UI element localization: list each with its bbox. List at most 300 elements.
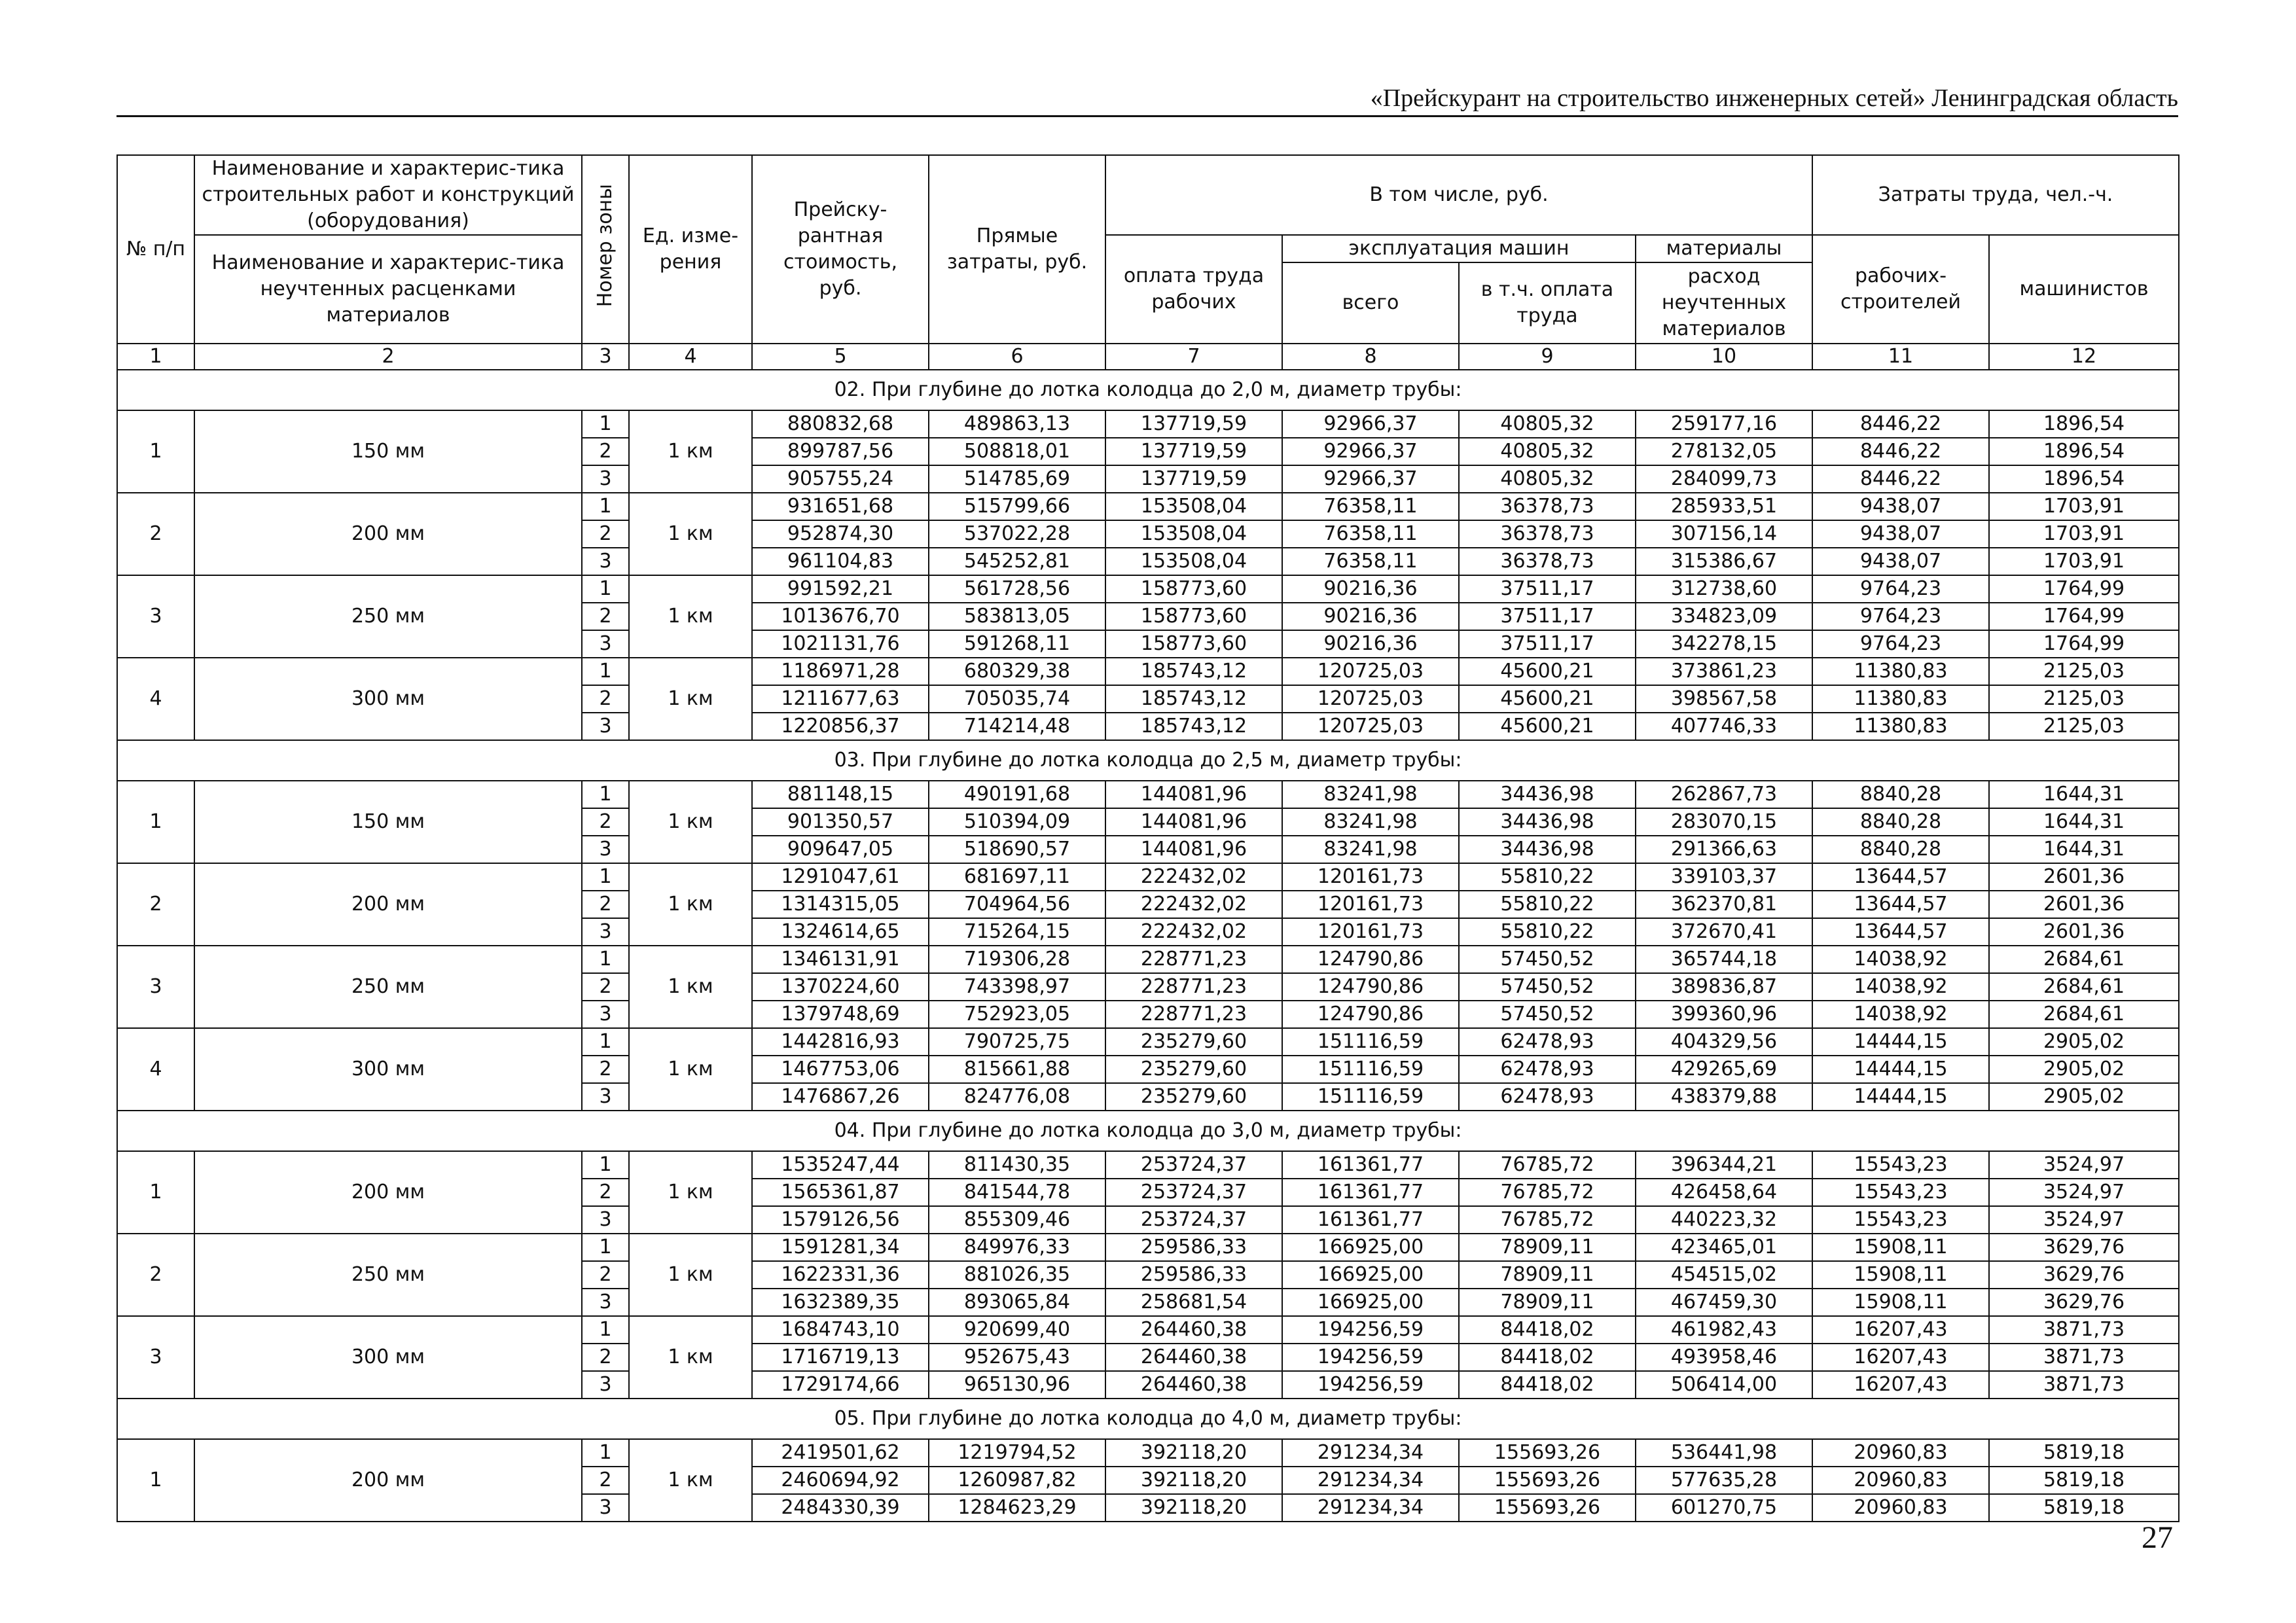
price-cell: 1021131,76: [752, 630, 929, 658]
operators-hours-cell: 1644,31: [1989, 781, 2179, 808]
header-workers: рабочих-строителей: [1812, 235, 1989, 344]
workers-hours-cell: 15543,23: [1812, 1179, 1989, 1206]
section-title: 04. При глубине до лотка колодца до 3,0 м, диаметр трубы:: [117, 1111, 2179, 1151]
materials-cell: 312738,60: [1636, 575, 1812, 603]
header-materials: материалы: [1636, 235, 1812, 262]
header-divider: [117, 115, 2178, 117]
price-cell: 1684743,10: [752, 1316, 929, 1344]
materials-cell: 373861,23: [1636, 658, 1812, 685]
machines-total-cell: 166925,00: [1282, 1234, 1459, 1261]
labor-pay-cell: 264460,38: [1105, 1344, 1282, 1371]
direct-cost-cell: 855309,46: [929, 1206, 1105, 1234]
machines-labor-cell: 45600,21: [1459, 685, 1636, 713]
labor-pay-cell: 392118,20: [1105, 1439, 1282, 1467]
item-name: 200 мм: [194, 1151, 582, 1234]
operators-hours-cell: 5819,18: [1989, 1467, 2179, 1494]
operators-hours-cell: 3871,73: [1989, 1371, 2179, 1399]
unit-cell: 1 км: [629, 946, 752, 1028]
direct-cost-cell: 714214,48: [929, 713, 1105, 740]
labor-pay-cell: 185743,12: [1105, 658, 1282, 685]
header-num: № п/п: [117, 155, 194, 344]
item-number: 4: [117, 658, 194, 740]
materials-cell: 278132,05: [1636, 438, 1812, 465]
materials-cell: 454515,02: [1636, 1261, 1812, 1289]
price-cell: 1291047,61: [752, 863, 929, 891]
zone-number: 1: [582, 781, 629, 808]
direct-cost-cell: 893065,84: [929, 1289, 1105, 1316]
operators-hours-cell: 3629,76: [1989, 1261, 2179, 1289]
zone-number: 3: [582, 918, 629, 946]
machines-labor-cell: 78909,11: [1459, 1261, 1636, 1289]
machines-labor-cell: 76785,72: [1459, 1179, 1636, 1206]
operators-hours-cell: 3524,97: [1989, 1179, 2179, 1206]
machines-labor-cell: 78909,11: [1459, 1234, 1636, 1261]
workers-hours-cell: 15908,11: [1812, 1234, 1989, 1261]
price-cell: 1535247,44: [752, 1151, 929, 1179]
direct-cost-cell: 680329,38: [929, 658, 1105, 685]
item-number: 1: [117, 1151, 194, 1234]
price-cell: 1632389,35: [752, 1289, 929, 1316]
machines-total-cell: 120725,03: [1282, 713, 1459, 740]
zone-number: 3: [582, 1206, 629, 1234]
price-cell: 1186971,28: [752, 658, 929, 685]
materials-cell: 536441,98: [1636, 1439, 1812, 1467]
direct-cost-cell: 508818,01: [929, 438, 1105, 465]
labor-pay-cell: 222432,02: [1105, 918, 1282, 946]
workers-hours-cell: 9764,23: [1812, 575, 1989, 603]
header-labor-costs: Затраты труда, чел.-ч.: [1812, 155, 2179, 235]
column-number-row: [117, 344, 2179, 370]
header-incl: В том числе, руб.: [1105, 155, 1812, 235]
operators-hours-cell: 2125,03: [1989, 658, 2179, 685]
price-cell: 1211677,63: [752, 685, 929, 713]
labor-pay-cell: 235279,60: [1105, 1056, 1282, 1083]
operators-hours-cell: 3871,73: [1989, 1316, 2179, 1344]
workers-hours-cell: 13644,57: [1812, 891, 1989, 918]
item-number: 3: [117, 1316, 194, 1399]
workers-hours-cell: 20960,83: [1812, 1467, 1989, 1494]
workers-hours-cell: 16207,43: [1812, 1316, 1989, 1344]
direct-cost-cell: 561728,56: [929, 575, 1105, 603]
zone-number: 3: [582, 1001, 629, 1028]
machines-total-cell: 83241,98: [1282, 836, 1459, 863]
direct-cost-cell: 704964,56: [929, 891, 1105, 918]
machines-total-cell: 90216,36: [1282, 603, 1459, 630]
operators-hours-cell: 2905,02: [1989, 1083, 2179, 1111]
workers-hours-cell: 14444,15: [1812, 1083, 1989, 1111]
item-number: 4: [117, 1028, 194, 1111]
workers-hours-cell: 9438,07: [1812, 520, 1989, 548]
materials-cell: 396344,21: [1636, 1151, 1812, 1179]
zone-number: 2: [582, 1179, 629, 1206]
direct-cost-cell: 1284623,29: [929, 1494, 1105, 1522]
section-title: 03. При глубине до лотка колодца до 2,5 м, диаметр трубы:: [117, 740, 2179, 781]
item-number: 2: [117, 1234, 194, 1316]
unit-cell: 1 км: [629, 493, 752, 575]
workers-hours-cell: 20960,83: [1812, 1494, 1989, 1522]
machines-labor-cell: 37511,17: [1459, 630, 1636, 658]
machines-labor-cell: 37511,17: [1459, 603, 1636, 630]
zone-number: 1: [582, 493, 629, 520]
materials-cell: 284099,73: [1636, 465, 1812, 493]
labor-pay-cell: 144081,96: [1105, 781, 1282, 808]
materials-cell: 601270,75: [1636, 1494, 1812, 1522]
zone-number: 2: [582, 1344, 629, 1371]
labor-pay-cell: 137719,59: [1105, 465, 1282, 493]
zone-number: 2: [582, 891, 629, 918]
direct-cost-cell: 583813,05: [929, 603, 1105, 630]
machines-labor-cell: 57450,52: [1459, 946, 1636, 973]
header-labor-pay: оплата труда рабочих: [1105, 235, 1282, 344]
machines-total-cell: 92966,37: [1282, 410, 1459, 438]
labor-pay-cell: 137719,59: [1105, 410, 1282, 438]
labor-pay-cell: 392118,20: [1105, 1494, 1282, 1522]
column-number: 11: [1812, 344, 1989, 370]
operators-hours-cell: 2125,03: [1989, 685, 2179, 713]
column-number: 2: [194, 344, 582, 370]
machines-total-cell: 124790,86: [1282, 946, 1459, 973]
machines-total-cell: 161361,77: [1282, 1151, 1459, 1179]
unit-cell: 1 км: [629, 658, 752, 740]
workers-hours-cell: 16207,43: [1812, 1371, 1989, 1399]
operators-hours-cell: 2684,61: [1989, 1001, 2179, 1028]
labor-pay-cell: 258681,54: [1105, 1289, 1282, 1316]
labor-pay-cell: 228771,23: [1105, 946, 1282, 973]
price-cell: 1346131,91: [752, 946, 929, 973]
header-machines: эксплуатация машин: [1282, 235, 1636, 262]
zone-number: 3: [582, 1494, 629, 1522]
unit-cell: 1 км: [629, 410, 752, 493]
direct-cost-cell: 952675,43: [929, 1344, 1105, 1371]
workers-hours-cell: 13644,57: [1812, 863, 1989, 891]
direct-cost-cell: 510394,09: [929, 808, 1105, 836]
labor-pay-cell: 158773,60: [1105, 630, 1282, 658]
unit-cell: 1 км: [629, 1316, 752, 1399]
materials-cell: 307156,14: [1636, 520, 1812, 548]
table-row: [117, 1439, 2179, 1467]
zone-number: 2: [582, 973, 629, 1001]
zone-number: 1: [582, 1439, 629, 1467]
unit-cell: 1 км: [629, 1151, 752, 1234]
unit-cell: 1 км: [629, 781, 752, 863]
operators-hours-cell: 2684,61: [1989, 973, 2179, 1001]
direct-cost-cell: 705035,74: [929, 685, 1105, 713]
zone-number: 1: [582, 1316, 629, 1344]
header-materials-unaccounted: расход неучтенных материалов: [1636, 262, 1812, 344]
section-header-row: [117, 740, 2179, 781]
machines-labor-cell: 155693,26: [1459, 1494, 1636, 1522]
direct-cost-cell: 743398,97: [929, 973, 1105, 1001]
labor-pay-cell: 158773,60: [1105, 575, 1282, 603]
workers-hours-cell: 20960,83: [1812, 1439, 1989, 1467]
item-number: 3: [117, 575, 194, 658]
item-number: 3: [117, 946, 194, 1028]
machines-labor-cell: 57450,52: [1459, 973, 1636, 1001]
machines-labor-cell: 40805,32: [1459, 410, 1636, 438]
machines-total-cell: 120161,73: [1282, 918, 1459, 946]
labor-pay-cell: 264460,38: [1105, 1371, 1282, 1399]
item-name: 300 мм: [194, 658, 582, 740]
machines-total-cell: 194256,59: [1282, 1316, 1459, 1344]
price-cell: 1324614,65: [752, 918, 929, 946]
header-operators: машинистов: [1989, 235, 2179, 344]
direct-cost-cell: 545252,81: [929, 548, 1105, 575]
zone-number: 1: [582, 658, 629, 685]
zone-number: 2: [582, 438, 629, 465]
table-row: [117, 1028, 2179, 1056]
header-direct: Прямые затраты, руб.: [929, 155, 1105, 344]
materials-cell: 577635,28: [1636, 1467, 1812, 1494]
price-cell: 1220856,37: [752, 713, 929, 740]
workers-hours-cell: 15908,11: [1812, 1261, 1989, 1289]
item-name: 250 мм: [194, 1234, 582, 1316]
price-cell: 1579126,56: [752, 1206, 929, 1234]
workers-hours-cell: 11380,83: [1812, 658, 1989, 685]
direct-cost-cell: 881026,35: [929, 1261, 1105, 1289]
unit-cell: 1 км: [629, 1234, 752, 1316]
machines-total-cell: 166925,00: [1282, 1289, 1459, 1316]
zone-number: 3: [582, 1371, 629, 1399]
workers-hours-cell: 14444,15: [1812, 1056, 1989, 1083]
machines-total-cell: 92966,37: [1282, 438, 1459, 465]
header-machines-total: всего: [1282, 262, 1459, 344]
column-number: 3: [582, 344, 629, 370]
labor-pay-cell: 137719,59: [1105, 438, 1282, 465]
column-number: 8: [1282, 344, 1459, 370]
labor-pay-cell: 222432,02: [1105, 863, 1282, 891]
operators-hours-cell: 1896,54: [1989, 438, 2179, 465]
operators-hours-cell: 1703,91: [1989, 493, 2179, 520]
item-name: 300 мм: [194, 1028, 582, 1111]
machines-total-cell: 120725,03: [1282, 658, 1459, 685]
machines-labor-cell: 62478,93: [1459, 1028, 1636, 1056]
price-cell: 909647,05: [752, 836, 929, 863]
operators-hours-cell: 2601,36: [1989, 863, 2179, 891]
direct-cost-cell: 515799,66: [929, 493, 1105, 520]
materials-cell: 467459,30: [1636, 1289, 1812, 1316]
materials-cell: 506414,00: [1636, 1371, 1812, 1399]
materials-cell: 339103,37: [1636, 863, 1812, 891]
machines-labor-cell: 84418,02: [1459, 1371, 1636, 1399]
materials-cell: 362370,81: [1636, 891, 1812, 918]
item-name: 200 мм: [194, 1439, 582, 1522]
column-number: 1: [117, 344, 194, 370]
price-cell: 1591281,34: [752, 1234, 929, 1261]
header-name-bottom: Наименование и характерис-тика неучтенных расценками материалов: [194, 235, 582, 344]
price-cell: 2484330,39: [752, 1494, 929, 1522]
price-cell: 1729174,66: [752, 1371, 929, 1399]
price-cell: 2460694,92: [752, 1467, 929, 1494]
table-row: [117, 575, 2179, 603]
section-header-row: [117, 1111, 2179, 1151]
operators-hours-cell: 1703,91: [1989, 548, 2179, 575]
direct-cost-cell: 815661,88: [929, 1056, 1105, 1083]
materials-cell: 399360,96: [1636, 1001, 1812, 1028]
table-row: [117, 946, 2179, 973]
table-body: [117, 344, 2179, 1522]
machines-total-cell: 83241,98: [1282, 808, 1459, 836]
item-name: 150 мм: [194, 781, 582, 863]
operators-hours-cell: 1644,31: [1989, 836, 2179, 863]
zone-number: 1: [582, 863, 629, 891]
operators-hours-cell: 3629,76: [1989, 1234, 2179, 1261]
labor-pay-cell: 158773,60: [1105, 603, 1282, 630]
direct-cost-cell: 514785,69: [929, 465, 1105, 493]
zone-number: 1: [582, 1234, 629, 1261]
machines-total-cell: 76358,11: [1282, 548, 1459, 575]
machines-labor-cell: 40805,32: [1459, 438, 1636, 465]
materials-cell: 283070,15: [1636, 808, 1812, 836]
materials-cell: 285933,51: [1636, 493, 1812, 520]
workers-hours-cell: 14038,92: [1812, 946, 1989, 973]
price-cell: 931651,68: [752, 493, 929, 520]
machines-total-cell: 76358,11: [1282, 520, 1459, 548]
zone-number: 2: [582, 603, 629, 630]
table-row: [117, 1151, 2179, 1179]
workers-hours-cell: 8446,22: [1812, 438, 1989, 465]
header-unit: Ед. изме-рения: [629, 155, 752, 344]
zone-number: 3: [582, 1289, 629, 1316]
section-title: 05. При глубине до лотка колодца до 4,0 м, диаметр трубы:: [117, 1399, 2179, 1439]
direct-cost-cell: 965130,96: [929, 1371, 1105, 1399]
machines-labor-cell: 45600,21: [1459, 658, 1636, 685]
operators-hours-cell: 5819,18: [1989, 1439, 2179, 1467]
machines-total-cell: 194256,59: [1282, 1344, 1459, 1371]
operators-hours-cell: 1764,99: [1989, 630, 2179, 658]
price-cell: 1013676,70: [752, 603, 929, 630]
workers-hours-cell: 15543,23: [1812, 1151, 1989, 1179]
header-zone: [582, 155, 629, 344]
machines-total-cell: 90216,36: [1282, 630, 1459, 658]
price-cell: 881148,15: [752, 781, 929, 808]
machines-labor-cell: 34436,98: [1459, 808, 1636, 836]
machines-labor-cell: 84418,02: [1459, 1344, 1636, 1371]
operators-hours-cell: 3524,97: [1989, 1206, 2179, 1234]
direct-cost-cell: 715264,15: [929, 918, 1105, 946]
labor-pay-cell: 235279,60: [1105, 1083, 1282, 1111]
table-row: [117, 781, 2179, 808]
machines-total-cell: 291234,34: [1282, 1494, 1459, 1522]
machines-labor-cell: 34436,98: [1459, 836, 1636, 863]
price-cell: 1716719,13: [752, 1344, 929, 1371]
item-number: 2: [117, 493, 194, 575]
labor-pay-cell: 235279,60: [1105, 1028, 1282, 1056]
unit-cell: 1 км: [629, 863, 752, 946]
machines-labor-cell: 36378,73: [1459, 493, 1636, 520]
table-row: [117, 658, 2179, 685]
section-header-row: [117, 370, 2179, 410]
header-name-top: Наименование и характерис-тика строительных работ и конструкций (оборудования): [194, 155, 582, 235]
zone-number: 3: [582, 548, 629, 575]
labor-pay-cell: 253724,37: [1105, 1179, 1282, 1206]
zone-number: 3: [582, 465, 629, 493]
workers-hours-cell: 13644,57: [1812, 918, 1989, 946]
direct-cost-cell: 489863,13: [929, 410, 1105, 438]
workers-hours-cell: 14038,92: [1812, 973, 1989, 1001]
machines-total-cell: 161361,77: [1282, 1206, 1459, 1234]
price-cell: 1622331,36: [752, 1261, 929, 1289]
workers-hours-cell: 9764,23: [1812, 630, 1989, 658]
item-name: 150 мм: [194, 410, 582, 493]
machines-total-cell: 76358,11: [1282, 493, 1459, 520]
labor-pay-cell: 264460,38: [1105, 1316, 1282, 1344]
machines-labor-cell: 76785,72: [1459, 1206, 1636, 1234]
materials-cell: 426458,64: [1636, 1179, 1812, 1206]
price-cell: 961104,83: [752, 548, 929, 575]
operators-hours-cell: 2601,36: [1989, 918, 2179, 946]
operators-hours-cell: 2905,02: [1989, 1028, 2179, 1056]
operators-hours-cell: 1644,31: [1989, 808, 2179, 836]
operators-hours-cell: 1896,54: [1989, 410, 2179, 438]
price-cell: 952874,30: [752, 520, 929, 548]
zone-number: 2: [582, 1467, 629, 1494]
operators-hours-cell: 3524,97: [1989, 1151, 2179, 1179]
workers-hours-cell: 15908,11: [1812, 1289, 1989, 1316]
workers-hours-cell: 14444,15: [1812, 1028, 1989, 1056]
machines-labor-cell: 76785,72: [1459, 1151, 1636, 1179]
workers-hours-cell: 16207,43: [1812, 1344, 1989, 1371]
machines-total-cell: 90216,36: [1282, 575, 1459, 603]
labor-pay-cell: 228771,23: [1105, 1001, 1282, 1028]
item-name: 300 мм: [194, 1316, 582, 1399]
labor-pay-cell: 153508,04: [1105, 493, 1282, 520]
zone-number: 3: [582, 836, 629, 863]
operators-hours-cell: 3871,73: [1989, 1344, 2179, 1371]
machines-total-cell: 124790,86: [1282, 973, 1459, 1001]
labor-pay-cell: 144081,96: [1105, 836, 1282, 863]
machines-total-cell: 166925,00: [1282, 1261, 1459, 1289]
header-zone-label: Номер зоны: [594, 184, 617, 308]
zone-number: 3: [582, 630, 629, 658]
zone-number: 1: [582, 410, 629, 438]
machines-labor-cell: 78909,11: [1459, 1289, 1636, 1316]
machines-total-cell: 151116,59: [1282, 1028, 1459, 1056]
workers-hours-cell: 8446,22: [1812, 465, 1989, 493]
operators-hours-cell: 1703,91: [1989, 520, 2179, 548]
item-number: 1: [117, 410, 194, 493]
direct-cost-cell: 681697,11: [929, 863, 1105, 891]
labor-pay-cell: 153508,04: [1105, 520, 1282, 548]
labor-pay-cell: 228771,23: [1105, 973, 1282, 1001]
zone-number: 1: [582, 575, 629, 603]
materials-cell: 315386,67: [1636, 548, 1812, 575]
price-cell: 1379748,69: [752, 1001, 929, 1028]
unit-cell: 1 км: [629, 1028, 752, 1111]
materials-cell: 334823,09: [1636, 603, 1812, 630]
machines-labor-cell: 36378,73: [1459, 520, 1636, 548]
workers-hours-cell: 14038,92: [1812, 1001, 1989, 1028]
machines-labor-cell: 57450,52: [1459, 1001, 1636, 1028]
item-number: 2: [117, 863, 194, 946]
machines-total-cell: 120161,73: [1282, 863, 1459, 891]
price-cell: 1565361,87: [752, 1179, 929, 1206]
item-name: 200 мм: [194, 863, 582, 946]
item-name: 200 мм: [194, 493, 582, 575]
price-cell: 1467753,06: [752, 1056, 929, 1083]
labor-pay-cell: 253724,37: [1105, 1151, 1282, 1179]
machines-labor-cell: 55810,22: [1459, 918, 1636, 946]
labor-pay-cell: 259586,33: [1105, 1261, 1282, 1289]
machines-total-cell: 291234,34: [1282, 1467, 1459, 1494]
zone-number: 2: [582, 808, 629, 836]
direct-cost-cell: 591268,11: [929, 630, 1105, 658]
table-row: [117, 410, 2179, 438]
labor-pay-cell: 153508,04: [1105, 548, 1282, 575]
materials-cell: 438379,88: [1636, 1083, 1812, 1111]
zone-number: 1: [582, 946, 629, 973]
price-cell: 880832,68: [752, 410, 929, 438]
workers-hours-cell: 9438,07: [1812, 548, 1989, 575]
